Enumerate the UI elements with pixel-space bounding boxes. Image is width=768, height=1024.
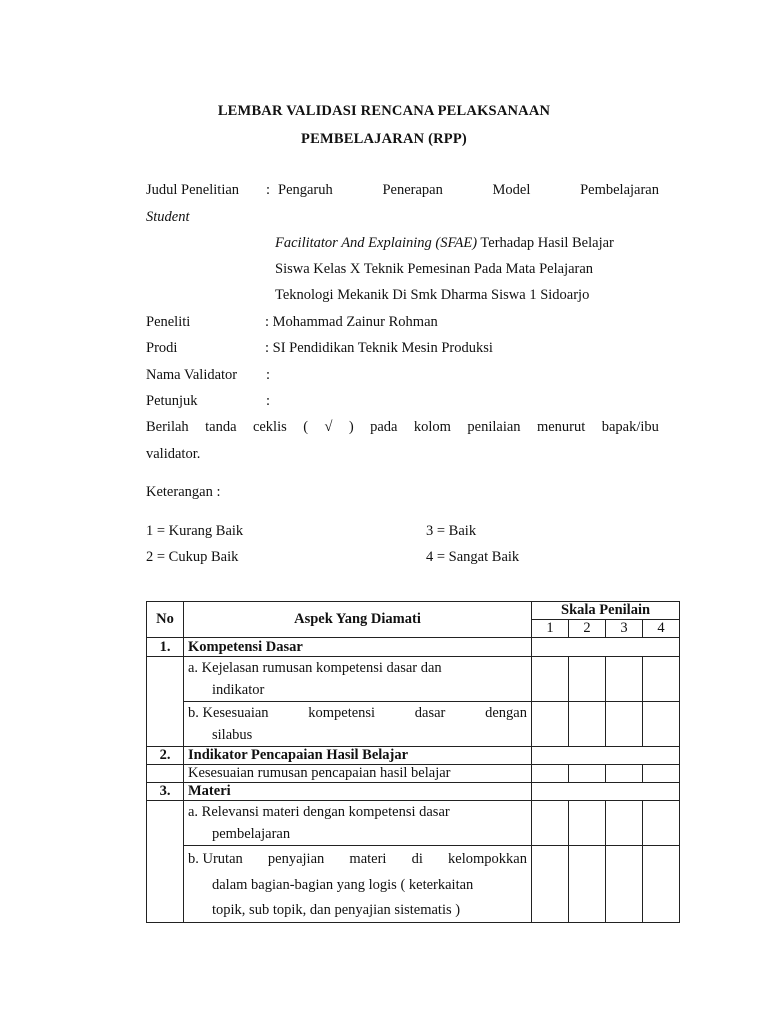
- judul-line3: Siswa Kelas X Teknik Pemesinan Pada Mata Pelajaran: [275, 261, 594, 277]
- scale-header-1: 1: [532, 620, 569, 638]
- judul-colon: :: [266, 182, 271, 198]
- scale-legend-1: 1 = Kurang Baik: [146, 523, 244, 539]
- section-title: Materi: [184, 783, 532, 801]
- document-title-line2: PEMBELAJARAN (RPP): [301, 131, 467, 147]
- score-cell-2[interactable]: [569, 801, 606, 846]
- score-cell-2[interactable]: [569, 657, 606, 702]
- judul-line1: [278, 182, 659, 199]
- scale-header-3: 3: [606, 620, 643, 638]
- criteria-3a: a. Relevansi materi dengan kompetensi dasar pembelajaran: [184, 801, 532, 846]
- table-row: [147, 765, 680, 783]
- peneliti-label: Peneliti: [146, 314, 191, 330]
- petunjuk-colon: :: [266, 393, 271, 409]
- scale-legend-2: 2 = Cukup Baik: [146, 549, 239, 565]
- row-number: 1.: [147, 638, 184, 657]
- instruction-word: Berilah: [146, 419, 189, 435]
- score-cell-1[interactable]: [532, 657, 569, 702]
- scale-legend-4: 4 = Sangat Baik: [426, 549, 520, 565]
- header-skala: Skala Penilain: [532, 602, 680, 620]
- instruction-word: ): [348, 419, 354, 435]
- validation-table: [146, 601, 680, 923]
- instruction-line1: [146, 419, 659, 436]
- header-aspek: Aspek Yang Diamati: [184, 602, 532, 638]
- instruction-word: tanda: [205, 419, 237, 435]
- instruction-word: penilaian: [467, 419, 521, 435]
- judul-label: Judul Penelitian: [146, 182, 240, 198]
- score-cell-1[interactable]: [532, 846, 569, 923]
- header-no: No: [147, 602, 184, 638]
- petunjuk-label: Petunjuk: [146, 393, 198, 409]
- criteria-1a: a. Kejelasan rumusan kompetensi dasar dan indikator: [184, 657, 532, 702]
- validator-label: Nama Validator: [146, 367, 238, 383]
- table-header-row: [147, 602, 680, 620]
- document-title-line1: LEMBAR VALIDASI RENCANA PELAKSANAAN: [217, 103, 551, 119]
- scale-header-4: 4: [643, 620, 680, 638]
- row-number-blank: [147, 765, 184, 783]
- judul-line2-rest: Terhadap Hasil Belajar: [477, 235, 614, 251]
- score-cell-3[interactable]: [606, 765, 643, 783]
- score-cell-4[interactable]: [643, 657, 680, 702]
- criteria-3b: b. Urutan penyajian materi di kelompokkan dalam bagian-bagian yang logis ( keterkaitan topik, sub topik, dan penyajian sistematis ): [184, 846, 532, 923]
- criteria-1b: b. Kesesuaian kompetensi dasar dengan silabus: [184, 702, 532, 747]
- section-score-blank: [532, 638, 680, 657]
- instruction-word: pada: [370, 419, 398, 435]
- score-cell-3[interactable]: [606, 801, 643, 846]
- table-row: [147, 783, 680, 801]
- score-cell-4[interactable]: [643, 801, 680, 846]
- score-cell-1[interactable]: [532, 801, 569, 846]
- instruction-word: menurut: [536, 419, 586, 435]
- prodi-label: Prodi: [146, 340, 178, 356]
- keterangan-label: Keterangan :: [146, 484, 221, 500]
- instruction-line2: validator.: [146, 446, 201, 462]
- score-cell-3[interactable]: [606, 846, 643, 923]
- judul-word: Penerapan: [382, 182, 443, 198]
- score-cell-3[interactable]: [606, 702, 643, 747]
- prodi-value: : SI Pendidikan Teknik Mesin Produksi: [265, 340, 493, 356]
- scale-legend-3: 3 = Baik: [426, 523, 477, 539]
- instruction-word: ceklis: [252, 419, 287, 435]
- judul-word: Pengaruh: [278, 182, 333, 198]
- score-cell-2[interactable]: [569, 765, 606, 783]
- table-row: [147, 846, 680, 923]
- judul-line2: [275, 235, 614, 252]
- row-number: 3.: [147, 783, 184, 801]
- table-row: [147, 702, 680, 747]
- validator-colon: :: [266, 367, 271, 383]
- judul-line4: Teknologi Mekanik Di Smk Dharma Siswa 1 Sidoarjo: [275, 287, 590, 303]
- section-title: Kompetensi Dasar: [184, 638, 532, 657]
- score-cell-4[interactable]: [643, 846, 680, 923]
- row-number-blank: [147, 801, 184, 923]
- judul-word: Model: [492, 182, 531, 198]
- scale-header-2: 2: [569, 620, 606, 638]
- checkmark-symbol: √: [324, 419, 333, 435]
- score-cell-1[interactable]: [532, 765, 569, 783]
- table-row: [147, 801, 680, 846]
- score-cell-4[interactable]: [643, 765, 680, 783]
- table-row: [147, 638, 680, 657]
- score-cell-4[interactable]: [643, 702, 680, 747]
- section-title: Indikator Pencapaian Hasil Belajar: [184, 747, 532, 765]
- peneliti-value: : Mohammad Zainur Rohman: [265, 314, 438, 330]
- row-number: 2.: [147, 747, 184, 765]
- judul-word: Pembelajaran: [580, 182, 659, 198]
- score-cell-1[interactable]: [532, 702, 569, 747]
- row-number-blank: [147, 657, 184, 747]
- score-cell-3[interactable]: [606, 657, 643, 702]
- section-score-blank: [532, 783, 680, 801]
- judul-student: Student: [146, 209, 190, 225]
- judul-sfae: Facilitator And Explaining (SFAE): [275, 235, 478, 251]
- instruction-word: (: [303, 419, 309, 435]
- table-row: [147, 747, 680, 765]
- instruction-word: bapak/ibu: [601, 419, 659, 435]
- score-cell-2[interactable]: [569, 846, 606, 923]
- criteria-2a: Kesesuaian rumusan pencapaian hasil belajar: [184, 765, 532, 783]
- instruction-word: kolom: [413, 419, 451, 435]
- table-row: [147, 657, 680, 702]
- section-score-blank: [532, 747, 680, 765]
- score-cell-2[interactable]: [569, 702, 606, 747]
